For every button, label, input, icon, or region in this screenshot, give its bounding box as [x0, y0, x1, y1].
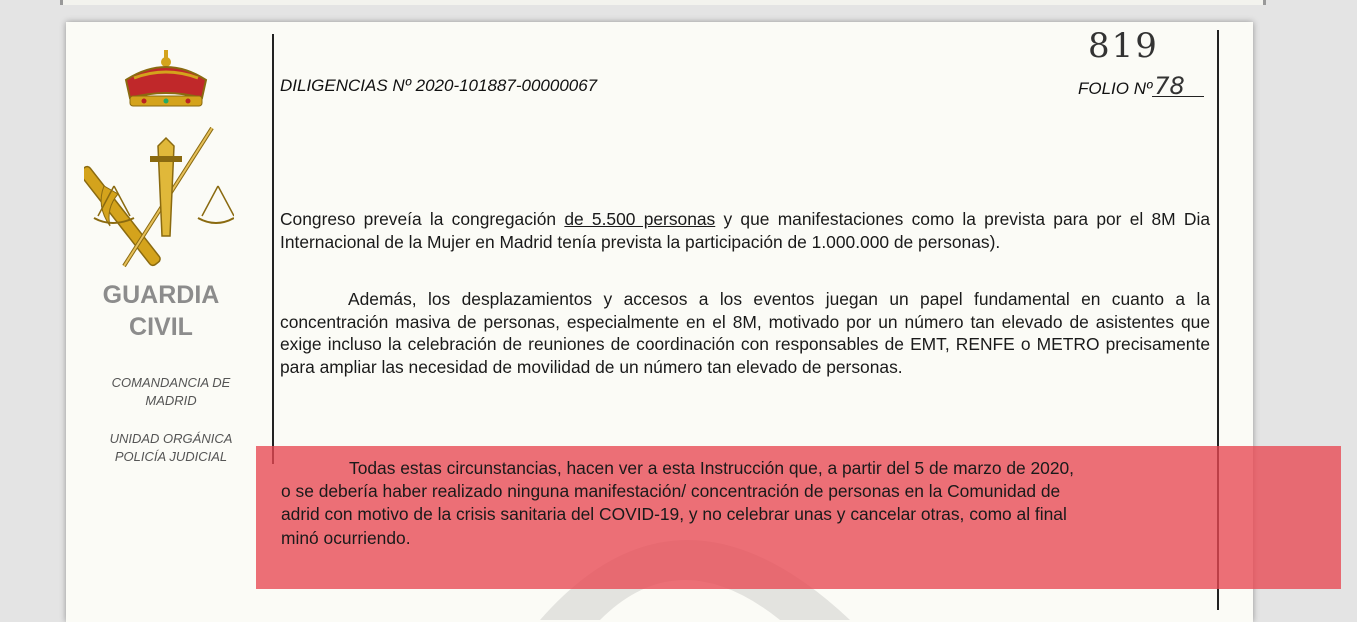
folio-label: FOLIO Nº [1078, 79, 1153, 98]
crown-icon [126, 50, 206, 106]
paragraph-1-end: y que manifestaciones como la prevista para por el 8M Dia Internacional de la Mujer en Madrid tenía prevista la participación de 1.000.000 de personas). [280, 209, 1210, 252]
paragraph-2-text: Además, los desplazamientos y accesos a los eventos juegan un papel fundamental en cuanto a la concentración masiva de personas, especialmente en el 8M, motivado por un número tan elevado de asistentes que exige incluso la celebración de reuniones de coordinación con responsables de EMT, RENFE o METRO precisamente para ampliar las necesidad de movilidad de un número tan elevado de personas. [280, 289, 1210, 377]
paragraph-3-line4: minó ocurriendo. [281, 527, 411, 548]
paragraph-1 [280, 208, 1210, 253]
folio-header [1078, 72, 1204, 100]
unit-line2: POLICÍA JUDICIAL [114, 449, 228, 464]
paragraph-1-start: Congreso preveía la congregación [280, 209, 565, 229]
paragraph-3-line2: o se debería haber realizado ninguna manifestación/ concentración de personas en la Comunidad de [281, 481, 1061, 502]
previous-page-edge [60, 0, 1266, 5]
paragraph-3-line1-text: Todas estas circunstancias, hacen ver a esta Instrucción que, a partir del 5 de marzo de 2020, [349, 458, 1075, 478]
diligencias-reference: DILIGENCIAS Nº 2020-101887-00000067 [280, 76, 598, 95]
unit-line1: UNIDAD ORGÁNICA [109, 431, 233, 446]
folio-number: 78 [1152, 76, 1204, 97]
command-line2: MADRID [145, 393, 197, 408]
guardia-civil-crest-icon [84, 36, 234, 286]
command-line1: COMANDANCIA DE [111, 375, 231, 390]
margin-rule-left [272, 34, 274, 464]
handwritten-page-number: 819 [1088, 26, 1159, 66]
fasces-sword-icon [84, 128, 234, 267]
org-name-line2: CIVIL [129, 313, 193, 341]
paragraph-2 [280, 288, 1210, 378]
org-name-line1: GUARDIA [102, 281, 220, 309]
paragraph-1-underlined: de 5.500 personas [564, 209, 716, 229]
paragraph-3 [281, 457, 1199, 550]
paragraph-3-line1 [281, 457, 1199, 480]
paragraph-3-line3: adrid con motivo de la crisis sanitaria del COVID-19, y no celebrar unas y cancelar otras, como al final [281, 504, 1067, 525]
